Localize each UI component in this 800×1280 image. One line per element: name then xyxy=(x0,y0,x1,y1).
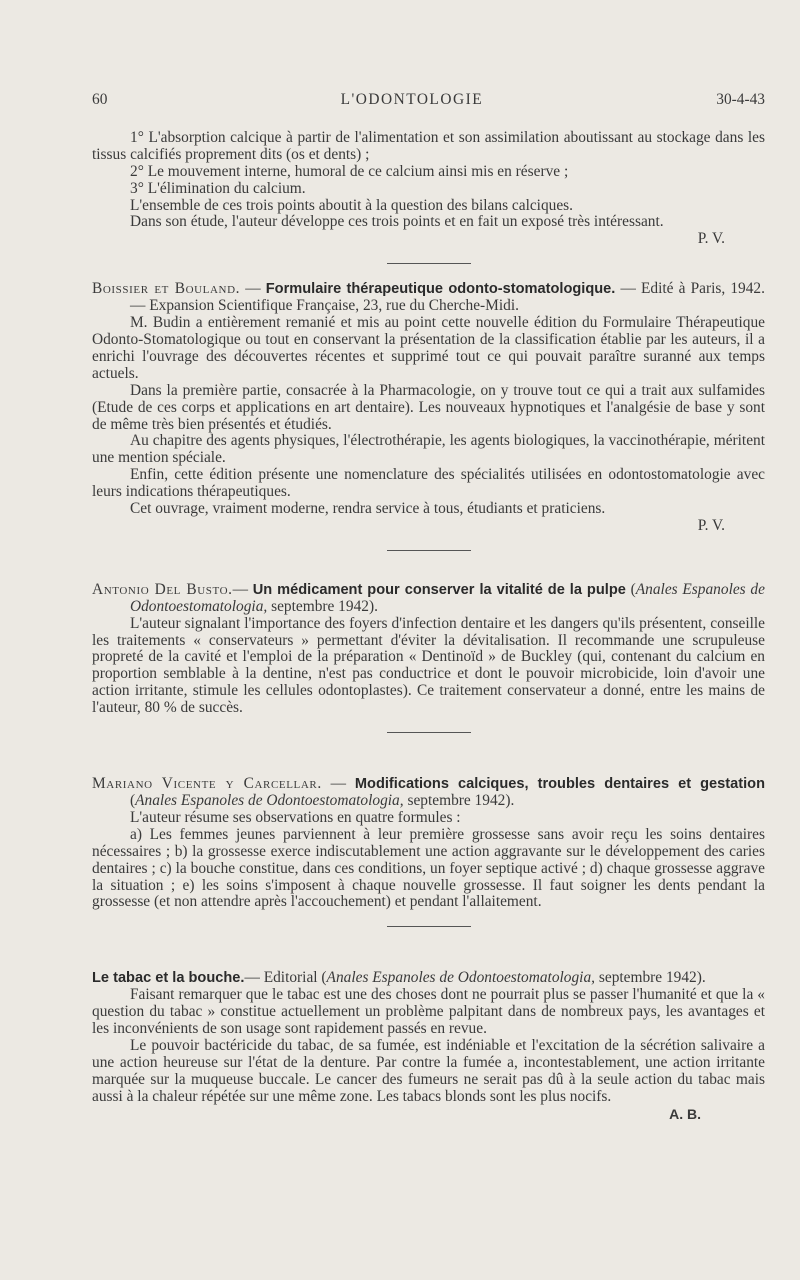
journal-source: Anales Espanoles de Odontoestomatologia, xyxy=(130,580,765,615)
paragraph: 3° L'élimination du calcium. xyxy=(130,179,306,197)
reference-label: — Editorial ( xyxy=(244,969,327,987)
signature: P. V. xyxy=(697,516,725,534)
author-names: Antonio Del Busto. xyxy=(92,580,233,598)
running-header xyxy=(92,92,765,109)
divider xyxy=(387,550,471,551)
journal-source: Anales Espanoles de Odontoestomatologia, xyxy=(135,792,404,809)
paragraph: L'ensemble de ces trois points aboutit à la question des bilans calciques. xyxy=(130,196,574,214)
reference-date: septembre 1942). xyxy=(271,597,378,615)
divider xyxy=(387,263,471,264)
paragraph: L'auteur résume ses observations en quatre formules : xyxy=(130,808,461,826)
paragraph: 2° Le mouvement interne, humoral de ce calcium ainsi mis en réserve ; xyxy=(130,162,569,180)
signature: P. V. xyxy=(697,230,725,248)
section-tabac xyxy=(92,970,765,1122)
reference-line: Antonio Del Busto.— Un médicament pour conserver la vitalité de la pulpe (Anales Espanoles de Odontoestomatologia, septembre 1942). xyxy=(92,580,765,615)
article-title: Formulaire thérapeutique odonto-stomatologique. xyxy=(265,281,616,298)
paragraph: Cet ouvrage, vraiment moderne, rendra service à tous, étudiants et praticiens. xyxy=(130,500,606,518)
author-names: Mariano Vicente y Carcellar. xyxy=(92,775,322,793)
reference-date: septembre 1942). xyxy=(407,792,515,809)
paragraph: a) Les femmes jeunes parviennent à leur première grossesse sans avoir reçu les soins dentaires nécessaires ; b) la grossesse exerce indiscutablement une action aggravante sur le développement des caries dentaires ; c) la bouche constitue, dans ces conditions, un foyer septique activé ; d) chaque grossesse aggrave la situation ; e) les soins s'imposent à chaque nouvelle grossesse. Il faut soigner les dents pendant la grossesse (et non attendre après l'accouchement) et pendant l'allaitement. xyxy=(92,825,765,911)
section-formulaire xyxy=(92,281,765,535)
paragraph: Le pouvoir bactéricide du tabac, de sa fumée, est indéniable et l'excitation de la sécrétion salivaire a une action heureuse sur l'état de la denture. Par contre la fumée a, incontestablement, une action irritante marquée sur la muqueuse buccale. Le cancer des fumeurs ne serait pas dû à la seule action du tabac mais aussi à la chaleur répétée sur une même zone. Les tabacs blonds sont les plus nocifs. xyxy=(92,1036,765,1105)
reference-date: septembre 1942). xyxy=(598,969,706,987)
page-number: 60 xyxy=(92,91,108,108)
paragraph: M. Budin a entièrement remanié et mis au point cette nouvelle édition du Formulaire Thérapeutique Odonto-Stomatologique ou tout en conservant la présentation de la classification établie par les auteurs, il a enrichi l'ouvrage des découvertes récentes et supprimé tout ce qui pouvait paraître suranné aux temps actuels. xyxy=(92,314,765,382)
section-pulpe xyxy=(92,582,765,717)
reference-line xyxy=(92,970,765,987)
article-title: Modifications calciques, troubles dentaires et gestation xyxy=(354,776,765,793)
reference-line: Mariano Vicente y Carcellar. — Modifications calciques, troubles dentaires et gestation (Anales Espanoles de Odontoestomatologia, septembre 1942). xyxy=(92,775,765,809)
reference-details: Edité à Paris, 1942. — Expansion Scientifique Française, 23, rue du Cherche-Midi. xyxy=(130,280,765,315)
paragraph: Dans la première partie, consacrée à la Pharmacologie, on y trouve tout ce qui a trait aux sulfamides (Etude de ces corps et applications en art dentaire). Les nouveaux hypnotiques et l'analgésie de base y sont de même très bien présentés et étudiés. xyxy=(92,381,765,433)
reference-line: Boissier et Bouland. — Formulaire thérapeutique odonto-stomatologique. — Edité à Paris, 1942. — Expansion Scientifique Française, 23, rue du Cherche-Midi. xyxy=(92,280,765,315)
journal-source: Anales Espanoles de Odontoestomatologia, xyxy=(326,969,596,987)
paragraph: Faisant remarquer que le tabac est une des choses dont ne pourrait plus se passer l'humanité et que la « question du tabac » constitue actuellement un problème palpitant dans de nombreux pays, les avantages et les inconvénients de son usage sont rapidement passés en revue. xyxy=(92,986,765,1038)
article-title: Le tabac et la bouche. xyxy=(92,970,245,987)
paragraph: 1° L'absorption calcique à partir de l'alimentation et son assimilation aboutissant au stockage dans les tissus calcifiés proprement dits (os et dents) ; xyxy=(92,128,765,163)
paragraph: L'auteur signalant l'importance des foyers d'infection dentaire et les dangers qu'ils présentent, conseille les traitements « conservateurs » permettant d'éviter la dévitalisation. Il recommande une scrupuleuse propreté de la cavité et l'emploi de la préparation « Dentinoïd » de Buckley (qui, contenant du calcium en proportion semblable à la dentine, n'est pas conductrice et dont le pouvoir microbicide, loin d'avoir une action irritante, stimule les cellules odontoplastes). Ce traitement conservateur a donné, entre les mains de l'auteur, 80 % de succès. xyxy=(92,614,765,717)
issue-date: 30-4-43 xyxy=(716,91,765,108)
paragraph: Au chapitre des agents physiques, l'électrothérapie, les agents biologiques, la vaccinothérapie, méritent une mention spéciale. xyxy=(92,432,765,467)
divider xyxy=(387,732,471,733)
divider xyxy=(387,926,471,927)
author-names: Boissier et Bouland. xyxy=(92,280,241,298)
section-calcium-review xyxy=(92,130,765,248)
signature: A. B. xyxy=(669,1105,701,1122)
paragraph: Dans son étude, l'auteur développe ces trois points et en fait un exposé très intéressant. xyxy=(130,213,664,231)
page xyxy=(92,92,765,1123)
journal-title: L'ODONTOLOGIE xyxy=(340,91,484,108)
article-title: Un médicament pour conserver la vitalité de la pulpe xyxy=(252,581,626,598)
paragraph: Enfin, cette édition présente une nomenclature des spécialités utilisées en odontostomatologie avec leurs indications thérapeutiques. xyxy=(92,466,765,501)
section-gestation xyxy=(92,776,765,911)
